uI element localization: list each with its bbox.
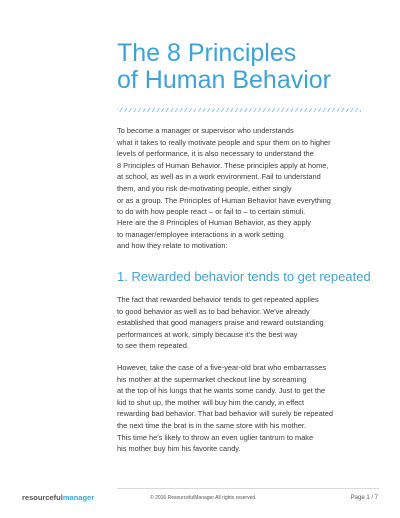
title-line-1: The 8 Principles — [117, 39, 297, 67]
section-line: his mother at the supermarket checkout line by screaming — [117, 374, 307, 384]
section-line: to see them repeated. — [117, 341, 189, 351]
title-line-2: of Human Behavior — [117, 66, 332, 94]
section-paragraph-1 — [117, 294, 379, 352]
section-line: at the top of his lungs that he wants some candy. Just to get the — [117, 386, 326, 396]
section-line: However, take the case of a five-year-old brat who embarrasses — [117, 363, 327, 372]
intro-line: to do with how people react – or fail to – to certain stimuli. — [117, 207, 306, 217]
intro-line: levels of performance, it is also necessary to understand the — [117, 149, 314, 159]
intro-line: them, and you risk de-motivating people, either singly — [117, 183, 292, 193]
section-line: to good behavior as well as to bad behavior. We've already — [117, 306, 310, 316]
lead-line: Here are the 8 Principles of Human Behavior, as they apply — [117, 218, 311, 227]
lead-line: to manager/employee interactions in a work setting — [117, 229, 284, 239]
lead-paragraph — [117, 217, 379, 252]
section-paragraph-2 — [117, 362, 379, 455]
section-line: This time he's likely to throw an even uglier tantrum to make — [117, 432, 314, 442]
intro-line: or as a group. The Principles of Human Behavior have everything — [117, 195, 331, 205]
page-number: Page 1 / 7 — [350, 495, 378, 501]
section-line: established that good managers praise and reward outstanding — [117, 318, 324, 328]
section-line: his mother buy him his favorite candy. — [117, 444, 241, 454]
copyright-notice: © 2016 ResourcefulManager All rights reserved. — [150, 495, 257, 501]
brand-logo-part-2: manager — [62, 493, 95, 502]
intro-line: at school, as well as in a work environment. Fail to understand — [117, 172, 321, 182]
section-heading: 1. Rewarded behavior tends to get repeated — [117, 269, 371, 284]
section-line: rewarding bad behavior. That bad behavior will surely be repeated — [117, 409, 333, 419]
brand-logo — [22, 493, 94, 503]
decorative-divider — [117, 108, 361, 112]
section-line: kid to shut up, the mother will buy him the candy, in effect — [117, 397, 305, 407]
section-line: performances at work, simply because it's the best way — [117, 329, 298, 339]
intro-line: To become a manager or supervisor who understands — [117, 126, 294, 135]
page-title — [117, 40, 387, 94]
section-line: The fact that rewarded behavior tends to get repeated applies — [117, 295, 319, 304]
section-line: the next time the brat is in the same store with his mother. — [117, 420, 306, 430]
intro-line: 8 Principles of Human Behavior. These principles apply at home, — [117, 160, 329, 170]
intro-paragraph — [117, 125, 379, 218]
page-footer — [0, 493, 400, 507]
intro-line: what it takes to really motivate people and spur them on to higher — [117, 137, 331, 147]
lead-line: and how they relate to motivation: — [117, 241, 228, 251]
footer-divider — [117, 488, 379, 489]
brand-logo-part-1: resourceful — [22, 493, 63, 502]
